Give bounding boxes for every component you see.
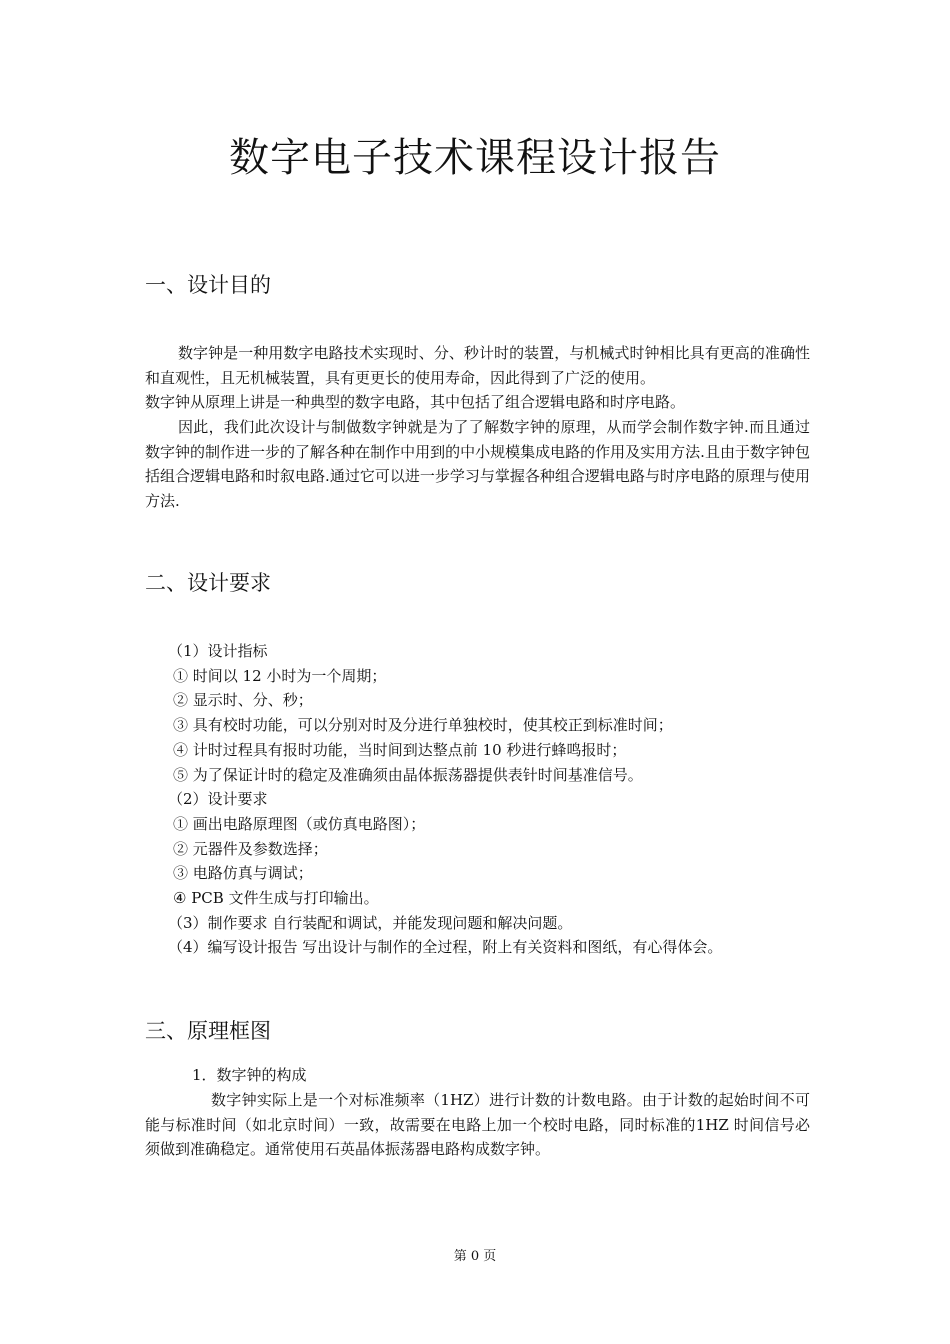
list-item: ③ 具有校时功能，可以分别对时及分进行单独校时，使其校正到标准时间； [173,716,673,735]
list-item: （1）设计指标 [168,642,268,660]
list-item: ④ PCB 文件生成与打印输出。 [173,889,379,908]
list-item: （4）编写设计报告 写出设计与制作的全过程，附上有关资料和图纸，有心得体会。 [168,938,723,957]
paragraph-clock-composition: 数字钟实际上是一个对标准频率（1HZ）进行计数的计数电路。由于计数的起始时间不可能与标准时间（如北京时间）一致，故需要在电路上加一个校时电路，同时标准的1HZ 时间信号必须做到准确稳定。通常使用石英晶体振荡器电路构成数字钟。 [145,1091,810,1158]
subsection-heading-clock-composition: 1．数字钟的构成 [192,1066,307,1084]
requirements-list [168,639,722,960]
document-title: 数字电子技术课程设计报告 [229,135,721,181]
list-item: ① 画出电路原理图（或仿真电路图）； [173,814,426,833]
list-item: ① 时间以 12 小时为一个周期； [173,666,387,685]
section-heading-design-requirements: 二、设计要求 [145,571,271,595]
list-item: （3）制作要求 自行装配和调试，并能发现问题和解决问题。 [168,913,573,932]
paragraph-purpose-2: 数字钟从原理上讲是一种典型的数字电路，其中包括了组合逻辑电路和时序电路。 [145,393,686,411]
paragraph-purpose-3: 因此，我们此次设计与制做数字钟就是为了了解数字钟的原理，从而学会制作数字钟.而且通过数字钟的制作进一步的了解各种在制作中用到的中小规模集成电路的作用及实用方法.且由于数字钟包括组合逻辑电路和时叙电路.通过它可以进一步学习与掌握各种组合逻辑电路与时序电路的原理与使用方法. [145,418,810,510]
list-item: ② 元器件及参数选择； [173,839,328,858]
list-item: ② 显示时、分、秒； [173,691,313,710]
list-item: （2）设计要求 [168,790,268,809]
list-item: ④ 计时过程具有报时功能，当时间到达整点前 10 秒进行蜂鸣报时； [173,740,627,759]
list-item: ⑤ 为了保证计时的稳定及准确须由晶体振荡器提供表针时间基准信号。 [173,765,643,784]
section-heading-block-diagram: 三、原理框图 [145,1019,271,1043]
page-number: 第 0 页 [453,1249,497,1264]
list-item: ③ 电路仿真与调试； [173,864,313,883]
section-heading-design-purpose: 一、设计目的 [145,273,271,297]
paragraph-purpose-1: 数字钟是一种用数字电路技术实现时、分、秒计时的装置，与机械式时钟相比具有更高的准确性和直观性，且无机械装置，具有更更长的使用寿命，因此得到了广泛的使用。 [145,344,810,387]
